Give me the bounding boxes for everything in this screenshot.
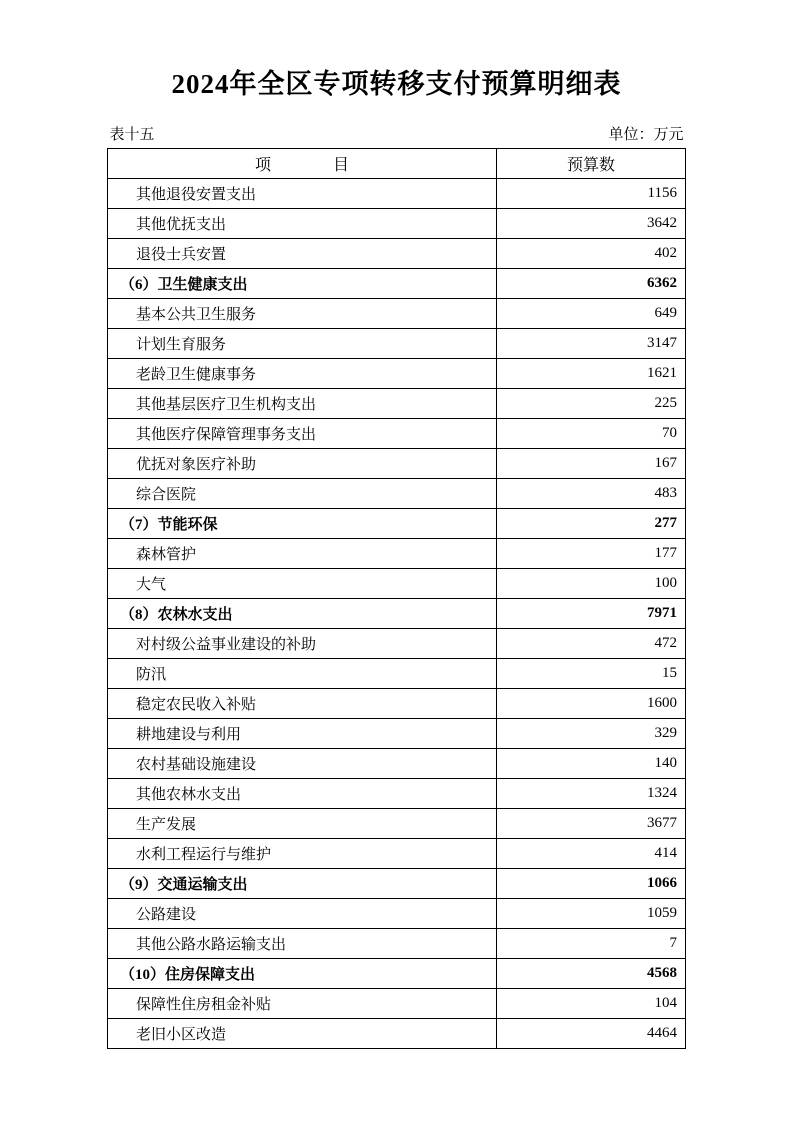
table-cell-amount: 3677 [497, 809, 686, 839]
table-row [108, 929, 686, 959]
table-cell-amount: 1600 [497, 689, 686, 719]
table-cell-item: 综合医院 [108, 479, 497, 509]
table-body [108, 179, 686, 1049]
table-cell-amount: 472 [497, 629, 686, 659]
table-row [108, 989, 686, 1019]
table-row [108, 599, 686, 629]
table-row [108, 209, 686, 239]
table-cell-item: （8）农林水支出 [108, 599, 497, 629]
table-cell-item: 保障性住房租金补贴 [108, 989, 497, 1019]
table-row [108, 689, 686, 719]
table-cell-amount: 15 [497, 659, 686, 689]
table-row [108, 329, 686, 359]
table-row [108, 269, 686, 299]
table-cell-item: 其他退役安置支出 [108, 179, 497, 209]
table-cell-amount: 177 [497, 539, 686, 569]
table-cell-item: 水利工程运行与维护 [108, 839, 497, 869]
table-cell-amount: 1059 [497, 899, 686, 929]
table-cell-amount: 1324 [497, 779, 686, 809]
page-title: 2024年全区专项转移支付预算明细表 [171, 69, 622, 99]
table-cell-item: （10）住房保障支出 [108, 959, 497, 989]
table-cell-amount: 225 [497, 389, 686, 419]
table-cell-amount: 1621 [497, 359, 686, 389]
table-cell-amount: 3642 [497, 209, 686, 239]
table-cell-item: 生产发展 [108, 809, 497, 839]
table-cell-item: 耕地建设与利用 [108, 719, 497, 749]
table-cell-item: 退役士兵安置 [108, 239, 497, 269]
table-row [108, 509, 686, 539]
table-cell-item: （9）交通运输支出 [108, 869, 497, 899]
table-row [108, 959, 686, 989]
table-cell-item: 农村基础设施建设 [108, 749, 497, 779]
table-cell-amount: 483 [497, 479, 686, 509]
table-cell-item: 基本公共卫生服务 [108, 299, 497, 329]
table-row [108, 749, 686, 779]
table-cell-amount: 3147 [497, 329, 686, 359]
table-cell-amount: 277 [497, 509, 686, 539]
table-row [108, 629, 686, 659]
table-cell-amount: 4568 [497, 959, 686, 989]
table-cell-item: 老旧小区改造 [108, 1019, 497, 1049]
table-cell-amount: 6362 [497, 269, 686, 299]
table-cell-amount: 414 [497, 839, 686, 869]
table-cell-item: 其他农林水支出 [108, 779, 497, 809]
table-row [108, 779, 686, 809]
table-cell-item: 公路建设 [108, 899, 497, 929]
column-header-item: 项 目 [108, 149, 497, 179]
table-row [108, 839, 686, 869]
table-cell-item: 计划生育服务 [108, 329, 497, 359]
table-cell-item: 老龄卫生健康事务 [108, 359, 497, 389]
table-cell-item: 大气 [108, 569, 497, 599]
table-cell-amount: 402 [497, 239, 686, 269]
table-cell-amount: 1066 [497, 869, 686, 899]
table-cell-amount: 104 [497, 989, 686, 1019]
table-cell-item: 防汛 [108, 659, 497, 689]
table-cell-amount: 167 [497, 449, 686, 479]
table-row [108, 449, 686, 479]
table-label: 表十五 [109, 127, 155, 143]
table-cell-amount: 649 [497, 299, 686, 329]
table-row [108, 899, 686, 929]
table-row [108, 389, 686, 419]
table-row [108, 659, 686, 689]
table-row [108, 539, 686, 569]
table-cell-amount: 100 [497, 569, 686, 599]
table-row [108, 719, 686, 749]
table-row [108, 299, 686, 329]
table-cell-item: 其他基层医疗卫生机构支出 [108, 389, 497, 419]
table-row [108, 419, 686, 449]
table-cell-item: 森林管护 [108, 539, 497, 569]
unit-label: 单位：万元 [608, 127, 684, 143]
table-cell-amount: 4464 [497, 1019, 686, 1049]
table-cell-amount: 140 [497, 749, 686, 779]
table-cell-item: 其他优抚支出 [108, 209, 497, 239]
table-cell-amount: 7 [497, 929, 686, 959]
table-cell-amount: 329 [497, 719, 686, 749]
budget-table [107, 148, 686, 1049]
table-row [108, 569, 686, 599]
table-cell-item: （6）卫生健康支出 [108, 269, 497, 299]
table-row [108, 239, 686, 269]
table-cell-amount: 7971 [497, 599, 686, 629]
table-cell-amount: 70 [497, 419, 686, 449]
table-cell-item: 稳定农民收入补贴 [108, 689, 497, 719]
table-cell-item: 其他医疗保障管理事务支出 [108, 419, 497, 449]
table-cell-item: 优抚对象医疗补助 [108, 449, 497, 479]
column-header-amount: 预算数 [497, 149, 686, 179]
table-cell-item: 对村级公益事业建设的补助 [108, 629, 497, 659]
table-row [108, 179, 686, 209]
table-cell-amount: 1156 [497, 179, 686, 209]
table-row [108, 359, 686, 389]
table-cell-item: 其他公路水路运输支出 [108, 929, 497, 959]
table-row [108, 809, 686, 839]
table-row [108, 1019, 686, 1049]
table-head [108, 149, 686, 179]
table-header-row [108, 149, 686, 179]
table-row [108, 479, 686, 509]
table-row [108, 869, 686, 899]
table-cell-item: （7）节能环保 [108, 509, 497, 539]
table-subheader [108, 101, 686, 148]
